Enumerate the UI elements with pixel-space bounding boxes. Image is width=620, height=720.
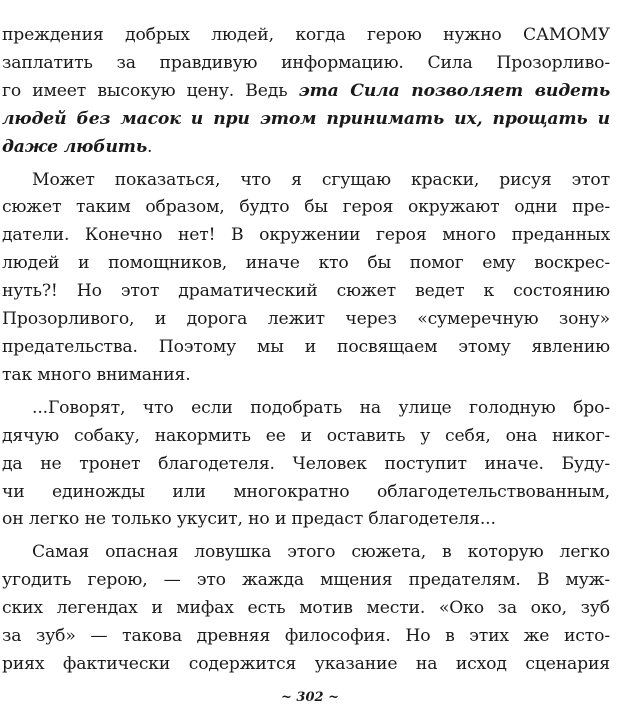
text-line [2,50,610,78]
paragraph [2,395,610,535]
text-segment: чи единожды или многократно облагодетельствованным, [2,481,610,502]
text-segment: . [147,136,153,157]
paragraph [2,22,610,162]
text-segment: людей и помощников, иначе кто бы помог ему воскрес- [2,253,610,274]
text-line [2,278,610,306]
text-line [2,167,610,195]
text-line [2,306,610,334]
text-line [2,22,610,50]
text-segment: за зуб» — такова древняя философия. Но в этих же исто- [2,626,610,647]
text-line [2,194,610,222]
text-line [2,250,610,278]
text-segment: го имеет высокую цену. Ведь [2,80,299,101]
text-segment: предательства. Поэтому мы и посвящаем этому явлению [2,336,610,357]
text-line [2,567,610,595]
text-segment: угодить герою, — это жажда мщения предателям. В муж- [2,570,610,591]
text-line [2,106,610,134]
text-segment: ских легендах и мифах есть мотив мести. «Око за око, зуб [2,598,610,619]
book-page-text [2,22,610,679]
paragraph [2,167,610,390]
text-line [2,595,610,623]
text-segment: нуть?! Но этот драматический сюжет ведет к состоянию [2,281,610,302]
text-segment: датели. Конечно нет! В окружении героя много преданных [2,225,610,246]
text-line [2,334,610,362]
text-segment: сюжет таким образом, будто бы героя окружают одни пре- [2,197,610,218]
text-segment: риях фактически содержится указание на исход сценария [2,653,610,674]
emphasized-text: людей без масок и при этом принимать их, прощать и [2,108,610,129]
text-segment: ...Говорят, что если подобрать на улице голодную бро- [32,397,610,418]
text-line [2,222,610,250]
text-segment: Самая опасная ловушка этого сюжета, в которую легко [32,542,610,563]
text-line [2,78,610,106]
text-line [2,506,610,534]
emphasized-text: эта Сила позволяет видеть [298,80,610,101]
text-line [2,134,610,162]
text-segment: так много внимания. [2,364,191,385]
paragraph [2,539,610,679]
text-line [2,623,610,651]
text-segment: да не тронет благодетеля. Человек поступит иначе. Буду- [2,453,610,474]
text-segment: Прозорливого, и дорога лежит через «сумеречную зону» [2,309,610,330]
text-line [2,395,610,423]
text-segment: Может показаться, что я сгущаю краски, рисуя этот [32,169,610,190]
text-segment: заплатить за правдивую информацию. Сила Прозорливо- [2,52,610,73]
page-number: ~ 302 ~ [281,690,339,705]
text-segment: преждения добрых людей, когда герою нужно САМОМУ [2,25,610,45]
text-line [2,539,610,567]
emphasized-text: даже любить [2,136,148,157]
text-line [2,423,610,451]
text-segment: он легко не только укусит, но и предаст благодетеля... [2,509,496,530]
text-line [2,451,610,479]
text-segment: дячую собаку, накормить ее и оставить у себя, она никог- [2,425,610,446]
text-line [2,362,610,390]
text-line [2,479,610,507]
text-line [2,651,610,679]
